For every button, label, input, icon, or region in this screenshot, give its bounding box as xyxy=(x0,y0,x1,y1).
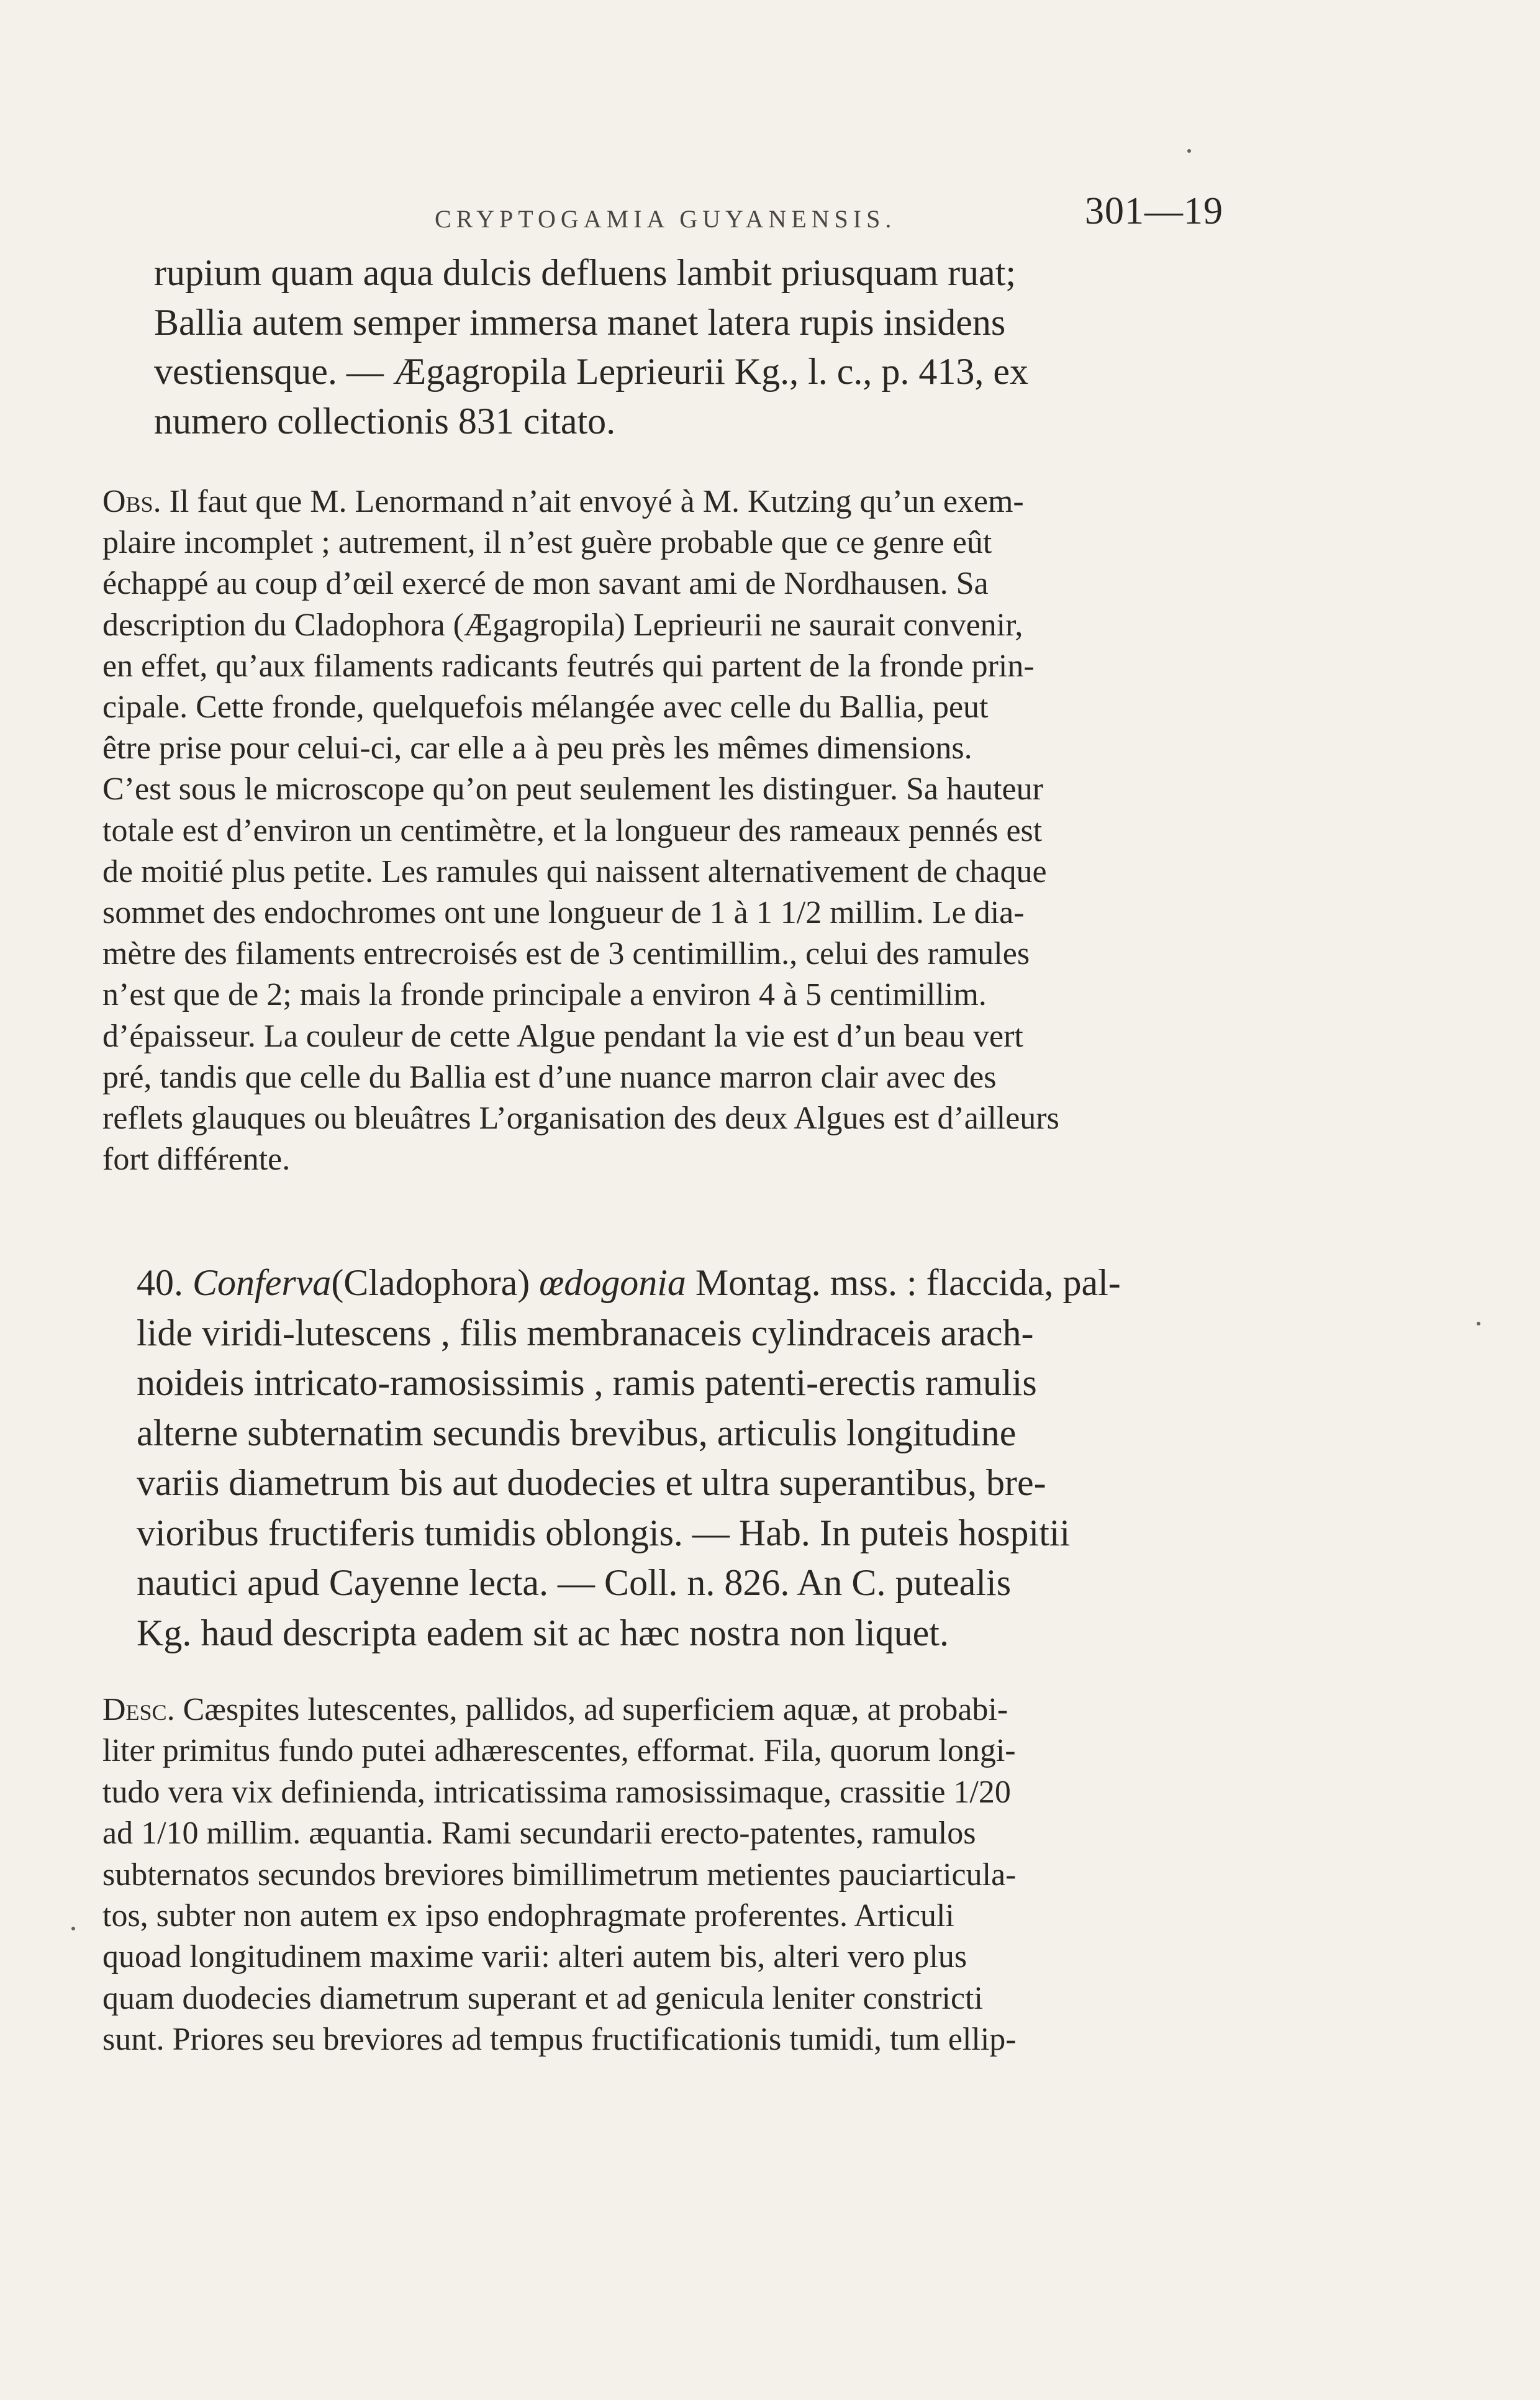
desc-label: Desc. xyxy=(102,1692,175,1727)
text-line: fort différente. xyxy=(102,1142,291,1178)
text-line xyxy=(102,1689,1226,1730)
ink-speck xyxy=(1477,1322,1480,1325)
continuation-paragraph xyxy=(154,248,1225,446)
text-line: quoad longitudinem maxime varii: alteri autem bis, alteri vero plus xyxy=(102,1939,967,1975)
text-line: en effet, qu’aux filaments radicants feutrés qui partent de la fronde prin- xyxy=(102,648,1035,684)
text-line: Kg. haud descripta eadem sit ac hæc nostra non liquet. xyxy=(137,1612,949,1653)
author-citation: Montag. mss. xyxy=(695,1262,897,1303)
text-line: sunt. Priores seu breviores ad tempus fructificationis tumidi, tum ellip- xyxy=(102,2022,1017,2058)
obs-label: Obs. xyxy=(102,484,161,519)
text-line: vestiensque. — Ægagropila Leprieurii Kg., l. c., p. 413, ex xyxy=(154,351,1029,392)
text-line: totale est d’environ un centimètre, et la longueur des rameaux pennés est xyxy=(102,812,1043,848)
text-line: tos, subter non autem ex ipso endophragmate proferentes. Articuli xyxy=(102,1898,954,1934)
description-paragraph xyxy=(102,1689,1226,2061)
running-head: CRYPTOGAMIA GUYANENSIS. xyxy=(435,205,897,233)
text-line xyxy=(102,481,1226,522)
text-line: Ballia autem semper immersa manet latera rupis insidens xyxy=(154,301,1006,343)
entry-heading-line xyxy=(137,1258,1226,1308)
ink-speck xyxy=(71,1927,75,1930)
text-line: quam duodecies diametrum superant et ad genicula leniter constricti xyxy=(102,1980,983,2016)
text-line: ad 1/10 millim. æquantia. Rami secundarii erecto-patentes, ramulos xyxy=(102,1816,976,1852)
text-line: liter primitus fundo putei adhærescentes, efformat. Fila, quorum longi- xyxy=(102,1733,1016,1769)
text-line: d’épaisseur. La couleur de cette Algue pendant la vie est d’un beau vert xyxy=(102,1018,1023,1054)
species-entry xyxy=(137,1258,1226,1658)
text-line: échappé au coup d’œil exercé de mon savant ami de Nordhausen. Sa xyxy=(102,566,989,602)
text-line: rupium quam aqua dulcis defluens lambit priusquam ruat; xyxy=(154,252,1017,293)
text-line: n’est que de 2; mais la fronde principale a environ 4 à 5 centimillim. xyxy=(102,977,987,1013)
text-line: plaire incomplet ; autrement, il n’est guère probable que ce genre eût xyxy=(102,525,992,561)
species-name: œdogonia xyxy=(539,1262,686,1303)
text-line: de moitié plus petite. Les ramules qui naissent alternativement de chaque xyxy=(102,853,1047,889)
text-line: numero collectionis 831 citato. xyxy=(154,400,616,442)
text-line: sommet des endochromes ont une longueur de 1 à 1 1/2 millim. Le dia- xyxy=(102,895,1025,931)
text-line: tudo vera vix definienda, intricatissima ramosissimaque, crassitie 1/20 xyxy=(102,1774,1011,1810)
text-line: être prise pour celui-ci, car elle a à peu près les mêmes dimensions. xyxy=(102,730,972,766)
ink-speck xyxy=(1187,149,1191,153)
text-line: lide viridi-lutescens , filis membranaceis cylindraceis arach- xyxy=(137,1312,1034,1353)
page-number: 301—19 xyxy=(1085,190,1223,232)
text-line: nautici apud Cayenne lecta. — Coll. n. 826. An C. putealis xyxy=(137,1562,1012,1603)
page-header xyxy=(435,189,1223,245)
text-line: pré, tandis que celle du Ballia est d’une nuance marron clair avec des xyxy=(102,1059,997,1095)
text-line: variis diametrum bis aut duodecies et ultra superantibus, bre- xyxy=(137,1462,1046,1503)
text-fragment: Il faut que M. Lenormand n’ait envoyé à M. Kutzing qu’un exem- xyxy=(169,484,1024,519)
text-line: description du Cladophora (Ægagropila) Leprieurii ne saurait convenir, xyxy=(102,607,1023,643)
text-line: vioribus fructiferis tumidis oblongis. — Hab. In puteis hospitii xyxy=(137,1512,1071,1553)
text-fragment: : flaccida, pal- xyxy=(906,1262,1121,1303)
genus-name: Conferva xyxy=(192,1262,332,1303)
text-line: mètre des filaments entrecroisés est de 3 centimillim., celui des ramules xyxy=(102,936,1030,972)
subgenus-name: (Cladophora) xyxy=(331,1262,530,1303)
text-fragment: Cæspites lutescentes, pallidos, ad superficiem aquæ, at probabi- xyxy=(183,1692,1008,1727)
text-line: subternatos secundos breviores bimillimetrum metientes pauciarticula- xyxy=(102,1857,1017,1893)
text-line: C’est sous le microscope qu’on peut seulement les distinguer. Sa hauteur xyxy=(102,771,1043,807)
observation-paragraph xyxy=(102,481,1226,1180)
text-line: cipale. Cette fronde, quelquefois mélangée avec celle du Ballia, peut xyxy=(102,689,989,725)
text-line: noideis intricato-ramosissimis , ramis patenti-erectis ramulis xyxy=(137,1362,1037,1403)
text-line: reflets glauques ou bleuâtres L’organisation des deux Algues est d’ailleurs xyxy=(102,1101,1059,1137)
entry-number: 40. xyxy=(137,1262,183,1303)
text-line: alterne subternatim secundis brevibus, articulis longitudine xyxy=(137,1412,1017,1453)
